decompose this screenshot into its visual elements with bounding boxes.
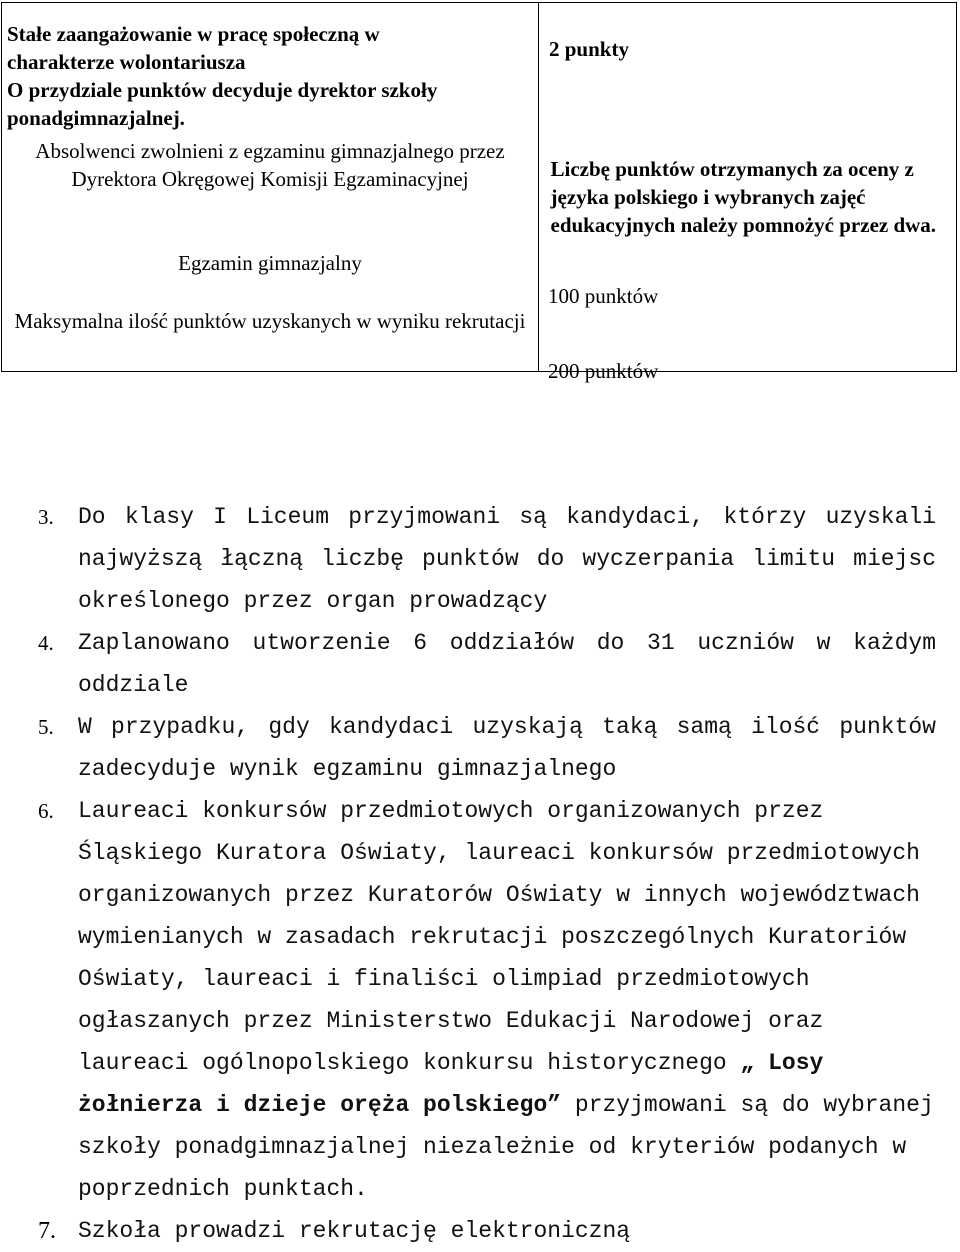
max-points-criterion: Maksymalna ilość punktów uzyskanych w wyniku rekrutacji <box>14 309 526 333</box>
list-item <box>38 622 936 706</box>
exam-points: 100 punktów <box>548 284 659 308</box>
multiply-note: Liczbę punktów otrzymanych za oceny z języka polskiego i wybranych zajęć edukacyjnych należy pomnożyć przez dwa. <box>550 156 937 237</box>
list-item <box>38 790 936 1210</box>
exam-criterion: Egzamin gimnazjalny <box>178 251 362 275</box>
volunteer-line-2: charakterze wolontariusza <box>7 50 246 74</box>
volunteer-criterion <box>2 3 538 130</box>
list-item-text: Szkoła prowadzi rekrutację elektroniczną <box>78 1218 631 1244</box>
list-item <box>38 496 936 622</box>
list-item-text-after: przyjmowani są do wybranej szkoły ponadgimnazjalnej niezależnie od kryteriów podanych w poprzednich punktach. <box>78 1092 934 1202</box>
volunteer-points: 2 punkty <box>549 37 629 61</box>
list-item-text: Zaplanowano utworzenie 6 oddziałów do 31 uczniów w każdym oddziale <box>78 630 936 698</box>
exempt-graduates-criterion: Absolwenci zwolnieni z egzaminu gimnazjalnego przez Dyrektora Okręgowej Komisji Egzaminacyjnej <box>35 139 505 191</box>
contest-title: „ Losy żołnierza i dzieje oręża polskiego” <box>78 1050 824 1118</box>
list-item <box>38 706 936 790</box>
list-item-number: 6. <box>38 799 54 823</box>
list-item-text <box>78 790 936 1210</box>
volunteer-line-3: O przydziale punktów decyduje dyrektor szkoły <box>7 78 438 102</box>
list-item-number: 4. <box>38 631 54 655</box>
table-cell-right <box>539 3 957 372</box>
rules-list <box>38 496 936 1252</box>
table-cell-left <box>2 3 539 372</box>
criteria-table <box>1 2 957 372</box>
list-item-number: 7. <box>38 1218 56 1244</box>
list-item-text-before: Laureaci konkursów przedmiotowych organizowanych przez Śląskiego Kuratora Oświaty, laureaci konkursów przedmiotowych organizowanych przez Kuratorów Oświaty w innych województwach wymienianych w zasadach rekrutacji poszczególnych Kuratoriów Oświaty, laureaci i finaliści olimpiad przedmiotowych ogłaszanych przez Ministerstwo Edukacji Narodowej oraz laureaci ogólnopolskiego konkursu historycznego <box>78 798 920 1076</box>
list-item-text: W przypadku, gdy kandydaci uzyskają taką samą ilość punktów zadecyduje wynik egzaminu gimnazjalnego <box>78 714 936 782</box>
list-item-number: 3. <box>38 505 54 529</box>
volunteer-line-4: ponadgimnazjalnej. <box>7 106 185 130</box>
volunteer-line-1: Stałe zaangażowanie w pracę społeczną w <box>7 22 380 46</box>
list-item-number: 5. <box>38 715 54 739</box>
list-item-text: Do klasy I Liceum przyjmowani są kandydaci, którzy uzyskali najwyższą łączną liczbę punktów do wyczerpania limitu miejsc określonego przez organ prowadzący <box>78 504 936 614</box>
list-item <box>38 1210 936 1252</box>
max-points: 200 punktów <box>548 359 659 383</box>
